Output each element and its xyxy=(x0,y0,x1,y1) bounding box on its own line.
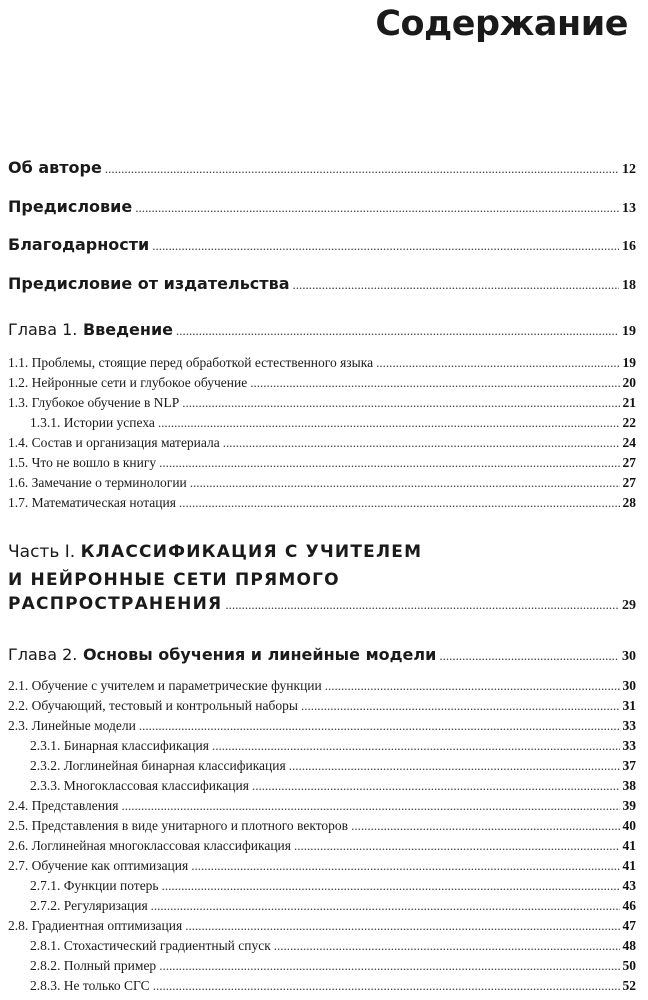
toc-section[interactable] xyxy=(8,455,636,471)
page-number: 29 xyxy=(622,598,636,613)
chapter-heading xyxy=(8,320,173,339)
chapter-heading xyxy=(8,645,436,664)
toc-section[interactable] xyxy=(8,678,636,694)
section-title: 1.1. Проблемы, стоящие перед обработкой естественного языка xyxy=(8,355,374,370)
section-title: 1.2. Нейронные сети и глубокое обучение xyxy=(8,375,248,390)
section-title: 2.1. Обучение с учителем и параметрические функции xyxy=(8,678,322,693)
subsection-title: 2.7.1. Функции потерь xyxy=(30,878,159,893)
toc-section[interactable] xyxy=(8,918,636,934)
page-number: 12 xyxy=(622,162,636,177)
page-number: 27 xyxy=(622,455,636,470)
page-number: 31 xyxy=(622,698,636,713)
section-title: 2.8. Градиентная оптимизация xyxy=(8,918,183,933)
dot-leader xyxy=(212,738,620,754)
toc-section[interactable] xyxy=(8,475,636,491)
section-title: 1.4. Состав и организация материала xyxy=(8,435,220,450)
page-number: 33 xyxy=(622,738,636,753)
page-number: 39 xyxy=(622,798,636,813)
toc-section[interactable] xyxy=(8,818,636,834)
dot-leader xyxy=(250,375,619,391)
dot-leader xyxy=(182,395,619,411)
toc-entry-part-1[interactable] xyxy=(8,538,636,614)
subsection-title: 2.3.1. Бинарная классификация xyxy=(30,738,209,753)
chapter-name: Основы обучения и линейные модели xyxy=(82,645,437,664)
toc-entry-publisher-preface[interactable] xyxy=(8,274,636,294)
part-heading-line-1 xyxy=(8,538,636,566)
toc-section[interactable] xyxy=(8,858,636,874)
toc-subsection[interactable] xyxy=(8,738,636,754)
page-number: 13 xyxy=(622,201,636,216)
page-number: 52 xyxy=(622,978,636,993)
dot-leader xyxy=(191,858,619,874)
toc-section[interactable] xyxy=(8,495,636,511)
dot-leader xyxy=(152,238,619,254)
toc-entry-acknowledgements[interactable] xyxy=(8,235,636,255)
subsection-title: 2.8.2. Полный пример xyxy=(30,958,157,973)
dot-leader xyxy=(376,355,619,371)
table-of-contents xyxy=(8,0,636,1000)
chapter-label: Глава 1. xyxy=(8,320,78,339)
dot-leader xyxy=(179,495,620,511)
dot-leader xyxy=(289,758,620,774)
toc-subsection[interactable] xyxy=(8,898,636,914)
dot-leader xyxy=(274,938,620,954)
dot-leader xyxy=(292,277,619,293)
part-title-line-2: И НЕЙРОННЫЕ СЕТИ ПРЯМОГО xyxy=(8,570,340,590)
page-number: 47 xyxy=(622,918,636,933)
dot-leader xyxy=(159,958,619,974)
dot-leader xyxy=(151,898,620,914)
toc-subsection[interactable] xyxy=(8,938,636,954)
page-number: 19 xyxy=(622,324,636,339)
toc-subsection[interactable] xyxy=(8,878,636,894)
toc-subsection[interactable] xyxy=(8,415,636,431)
entry-title: Предисловие xyxy=(8,197,133,216)
section-title: 2.2. Обучающий, тестовый и контрольный наборы xyxy=(8,698,298,713)
subsection-title: 2.8.1. Стохастический градиентный спуск xyxy=(30,938,271,953)
toc-section[interactable] xyxy=(8,375,636,391)
dot-leader xyxy=(294,838,620,854)
toc-entry-chapter-1[interactable] xyxy=(8,320,636,340)
toc-subsection[interactable] xyxy=(8,778,636,794)
toc-entry-chapter-2[interactable] xyxy=(8,645,636,665)
dot-leader xyxy=(159,455,619,471)
page-number: 22 xyxy=(622,415,636,430)
section-title: 2.6. Логлинейная многоклассовая классификация xyxy=(8,838,291,853)
page-number: 21 xyxy=(622,395,636,410)
entry-title: Предисловие от издательства xyxy=(8,274,290,293)
page-number: 41 xyxy=(622,858,636,873)
page-number: 40 xyxy=(622,818,636,833)
toc-section[interactable] xyxy=(8,355,636,371)
toc-section[interactable] xyxy=(8,698,636,714)
page-number: 18 xyxy=(622,278,636,293)
section-title: 1.7. Математическая нотация xyxy=(8,495,176,510)
dot-leader xyxy=(139,718,620,734)
dot-leader xyxy=(135,200,619,216)
toc-entry-preface[interactable] xyxy=(8,197,636,217)
dot-leader xyxy=(301,698,620,714)
part-label: Часть I. xyxy=(8,542,76,562)
page-number: 24 xyxy=(622,435,636,450)
dot-leader xyxy=(185,918,619,934)
dot-leader xyxy=(121,798,619,814)
dot-leader xyxy=(162,878,620,894)
part-title-line-3: РАСПРОСТРАНЕНИЯ xyxy=(8,594,223,614)
subsection-title: 2.3.3. Многоклассовая классификация xyxy=(30,778,249,793)
section-title: 1.6. Замечание о терминологии xyxy=(8,475,187,490)
entry-title: Благодарности xyxy=(8,235,150,254)
dot-leader xyxy=(351,818,619,834)
dot-leader xyxy=(153,978,620,994)
page-number: 20 xyxy=(622,375,636,390)
subsection-title: 1.3.1. Истории успеха xyxy=(30,415,155,430)
section-title: 1.5. Что не вошло в книгу xyxy=(8,455,157,470)
toc-section[interactable] xyxy=(8,395,636,411)
page-number: 19 xyxy=(622,355,636,370)
dot-leader xyxy=(225,597,619,613)
page-number: 30 xyxy=(622,649,636,664)
page-number: 50 xyxy=(622,958,636,973)
entry-title: Об авторе xyxy=(8,158,102,177)
page-title: Содержание xyxy=(375,4,628,44)
toc-entry-about-author[interactable] xyxy=(8,158,636,178)
dot-leader xyxy=(190,475,620,491)
subsection-title: 2.3.2. Логлинейная бинарная классификация xyxy=(30,758,286,773)
section-title: 2.5. Представления в виде унитарного и плотного векторов xyxy=(8,818,349,833)
toc-section[interactable] xyxy=(8,718,636,734)
page-number: 41 xyxy=(622,838,636,853)
toc-subsection[interactable] xyxy=(8,758,636,774)
dot-leader xyxy=(176,323,619,339)
dot-leader xyxy=(439,648,619,664)
page-number: 33 xyxy=(622,718,636,733)
toc-subsection[interactable] xyxy=(8,958,636,974)
dot-leader xyxy=(105,161,619,177)
section-title: 2.7. Обучение как оптимизация xyxy=(8,858,189,873)
toc-subsection[interactable] xyxy=(8,978,636,994)
page-number: 28 xyxy=(622,495,636,510)
page-number: 46 xyxy=(622,898,636,913)
dot-leader xyxy=(223,435,620,451)
part-title-line-1: КЛАССИФИКАЦИЯ С УЧИТЕЛЕМ xyxy=(80,542,423,562)
dot-leader xyxy=(252,778,620,794)
section-title: 1.3. Глубокое обучение в NLP xyxy=(8,395,180,410)
page-number: 48 xyxy=(622,938,636,953)
chapter-name: Введение xyxy=(82,320,174,339)
page-number: 43 xyxy=(622,878,636,893)
chapter-label: Глава 2. xyxy=(8,645,78,664)
section-title: 2.4. Представления xyxy=(8,798,119,813)
subsection-title: 2.8.3. Не только СГС xyxy=(30,978,150,993)
page-number: 27 xyxy=(622,475,636,490)
toc-section[interactable] xyxy=(8,798,636,814)
page-number: 38 xyxy=(622,778,636,793)
dot-leader xyxy=(158,415,620,431)
part-heading-line-3 xyxy=(8,594,636,614)
toc-section[interactable] xyxy=(8,838,636,854)
page-number: 37 xyxy=(622,758,636,773)
dot-leader xyxy=(325,678,620,694)
page-number: 30 xyxy=(622,678,636,693)
page-number: 16 xyxy=(622,239,636,254)
subsection-title: 2.7.2. Регуляризация xyxy=(30,898,148,913)
section-title: 2.3. Линейные модели xyxy=(8,718,136,733)
toc-section[interactable] xyxy=(8,435,636,451)
